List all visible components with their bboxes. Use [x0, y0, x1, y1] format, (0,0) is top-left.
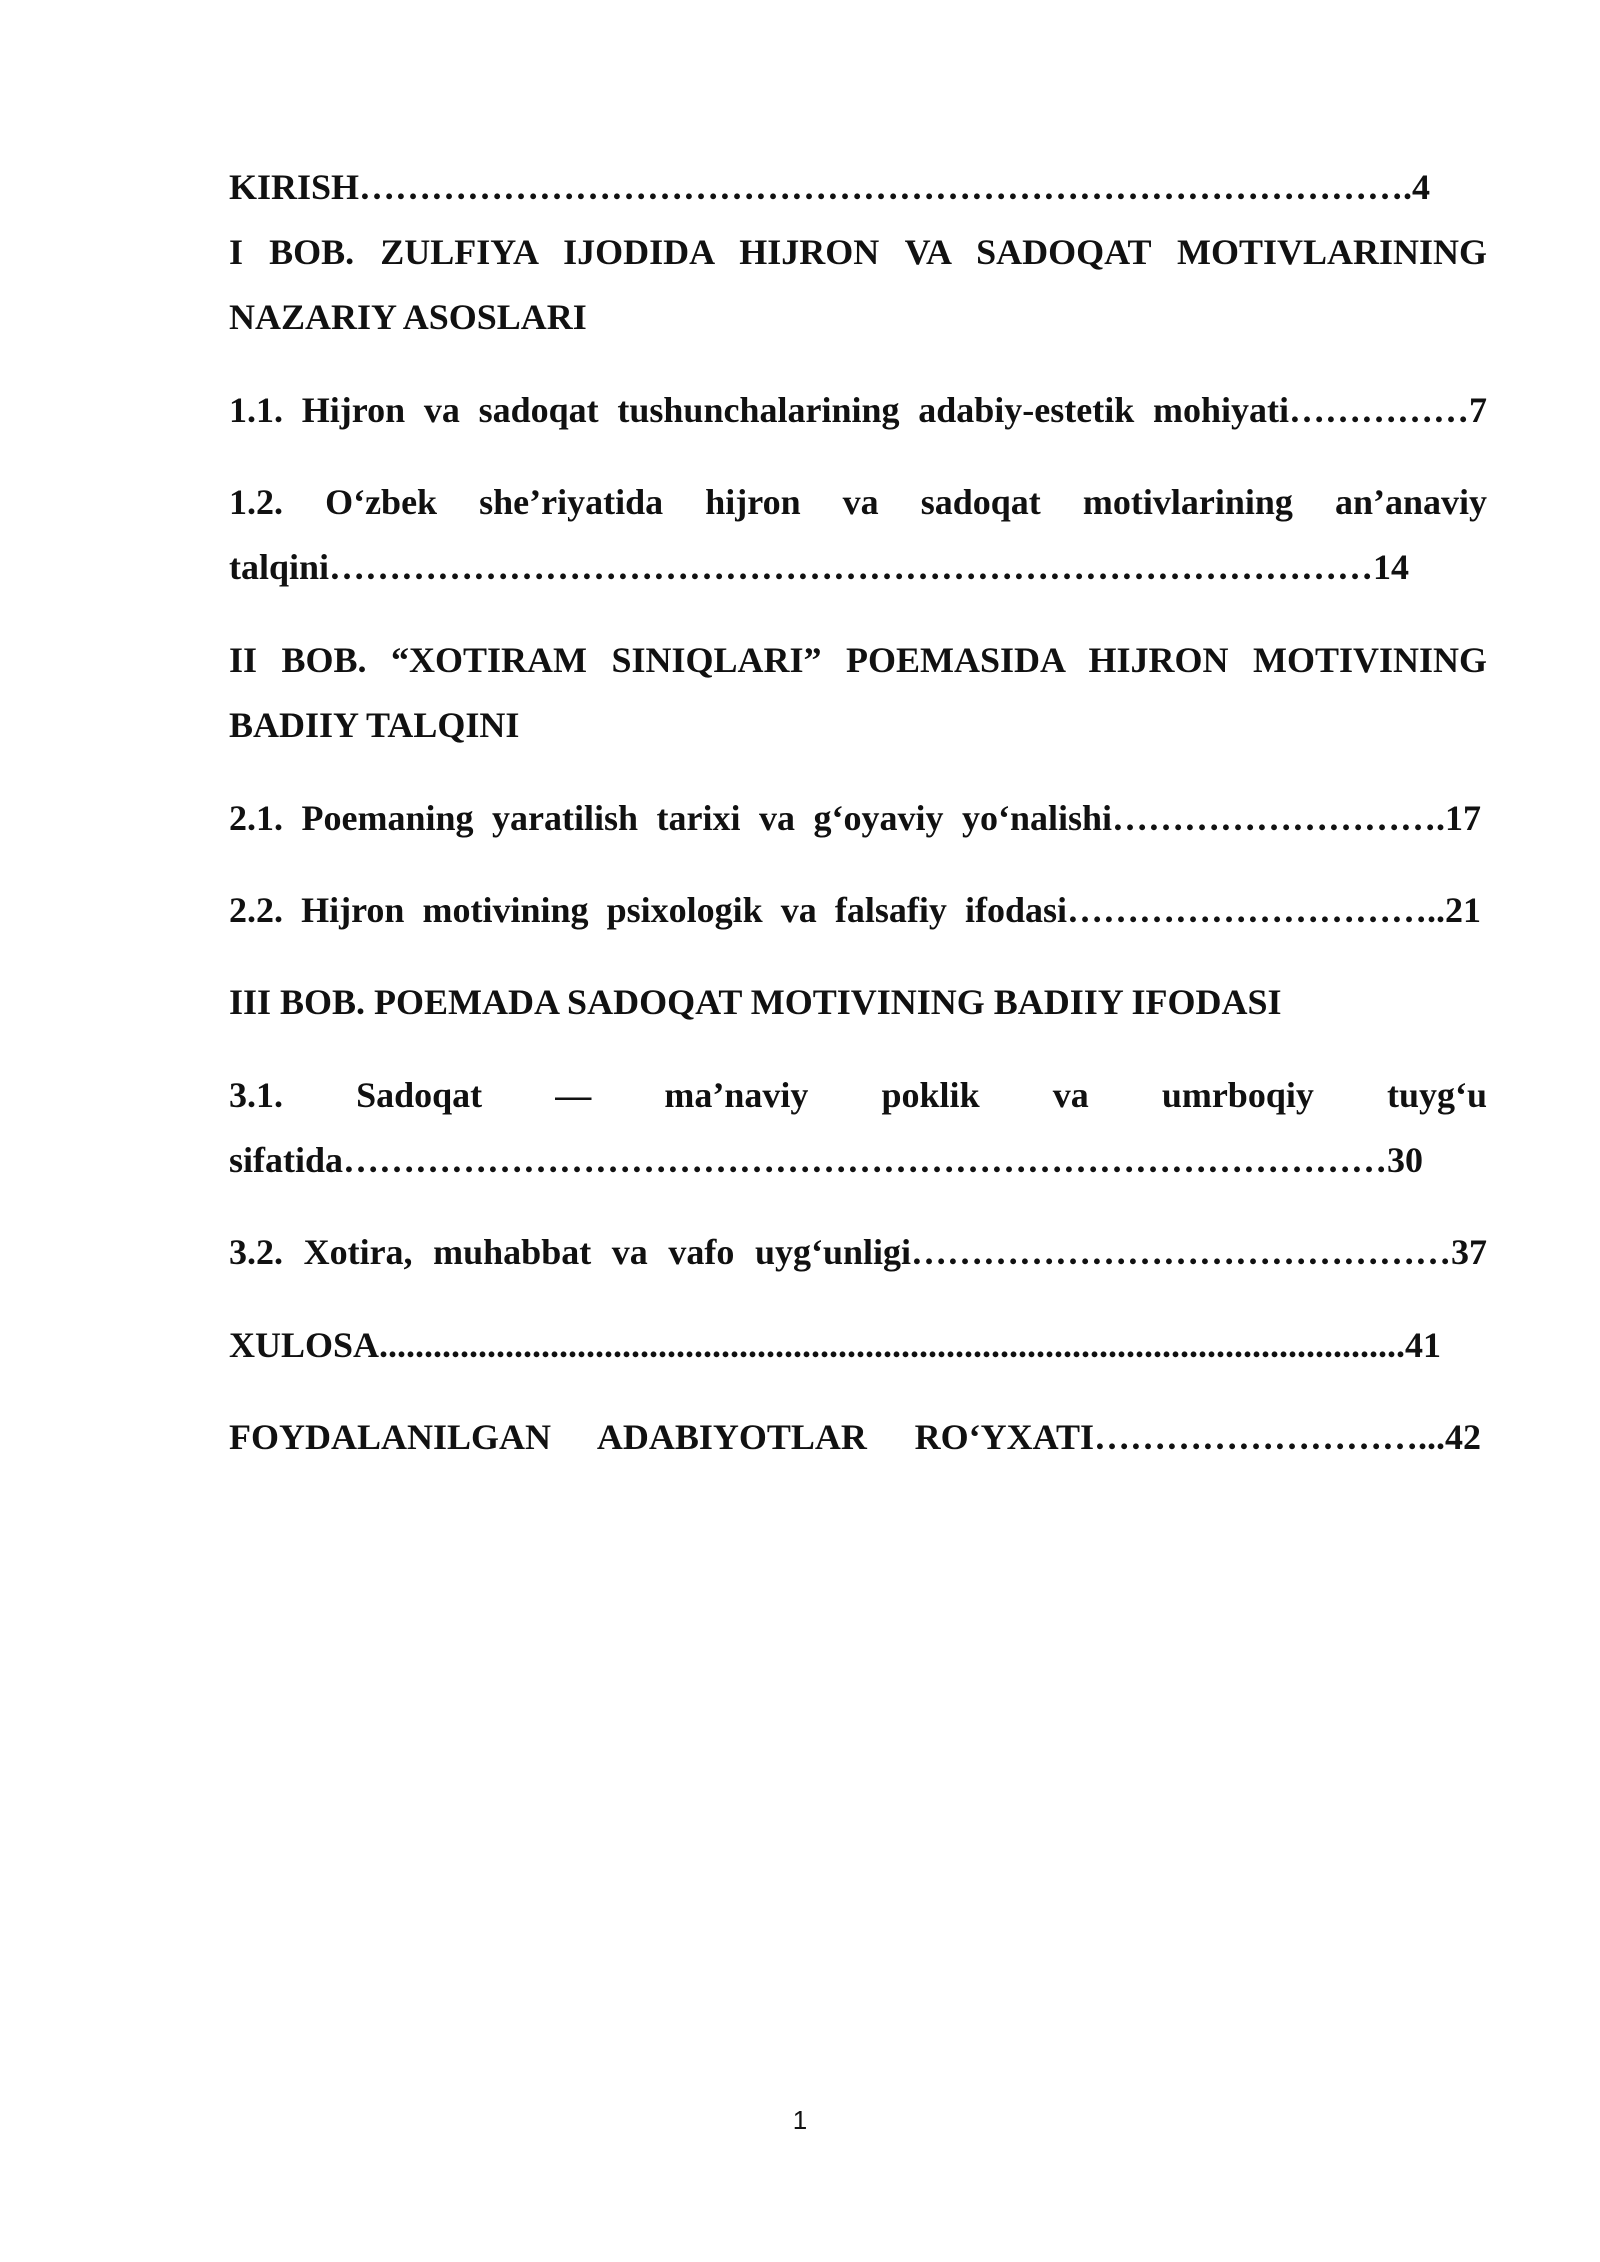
toc-entry-kirish: KIRISH…………………………………………………………………………….4: [229, 167, 1431, 207]
toc-entry-xulosa: XULOSA..................................................................................................................41: [229, 1325, 1442, 1365]
toc-entry-adabiyotlar: FOYDALANILGAN ADABIYOTLAR RO‘YXATI………………………...42: [229, 1417, 1481, 1457]
page-number: 1: [792, 2105, 808, 2135]
toc-chapter-1-title: I BOB. ZULFIYA IJODIDA HIJRON VA SADOQAT MOTIVLARINING: [229, 232, 1487, 272]
toc-section-3-1-continued: sifatida……………………………………………………………………………30: [229, 1140, 1424, 1180]
toc-chapter-1-title-continued: NAZARIY ASOSLARI: [229, 297, 587, 337]
toc-section-3-1: 3.1. Sadoqat — ma’naviy poklik va umrboqiy tuyg‘u: [229, 1075, 1487, 1115]
toc-chapter-2-title-continued: BADIIY TALQINI: [229, 705, 520, 745]
toc-section-2-1: 2.1. Poemaning yaratilish tarixi va g‘oyaviy yo‘nalishi……………………….17: [229, 798, 1481, 838]
toc-chapter-2-title: II BOB. “XOTIRAM SINIQLARI” POEMASIDA HIJRON MOTIVINING: [229, 640, 1487, 680]
toc-section-1-1: 1.1. Hijron va sadoqat tushunchalarining adabiy-estetik mohiyati……………7: [229, 390, 1487, 430]
toc-section-3-2: 3.2. Xotira, muhabbat va vafo uyg‘unligi………………………………………37: [229, 1232, 1487, 1272]
toc-section-1-2: 1.2. O‘zbek she’riyatida hijron va sadoqat motivlarining an’anaviy: [229, 482, 1487, 522]
toc-section-1-2-continued: talqini……………………………………………………………………………14: [229, 547, 1410, 587]
toc-chapter-3-title: III BOB. POEMADA SADOQAT MOTIVINING BADIIY IFODASI: [229, 982, 1282, 1022]
toc-section-2-2: 2.2. Hijron motivining psixologik va falsafiy ifodasi…………………………..21: [229, 890, 1481, 930]
